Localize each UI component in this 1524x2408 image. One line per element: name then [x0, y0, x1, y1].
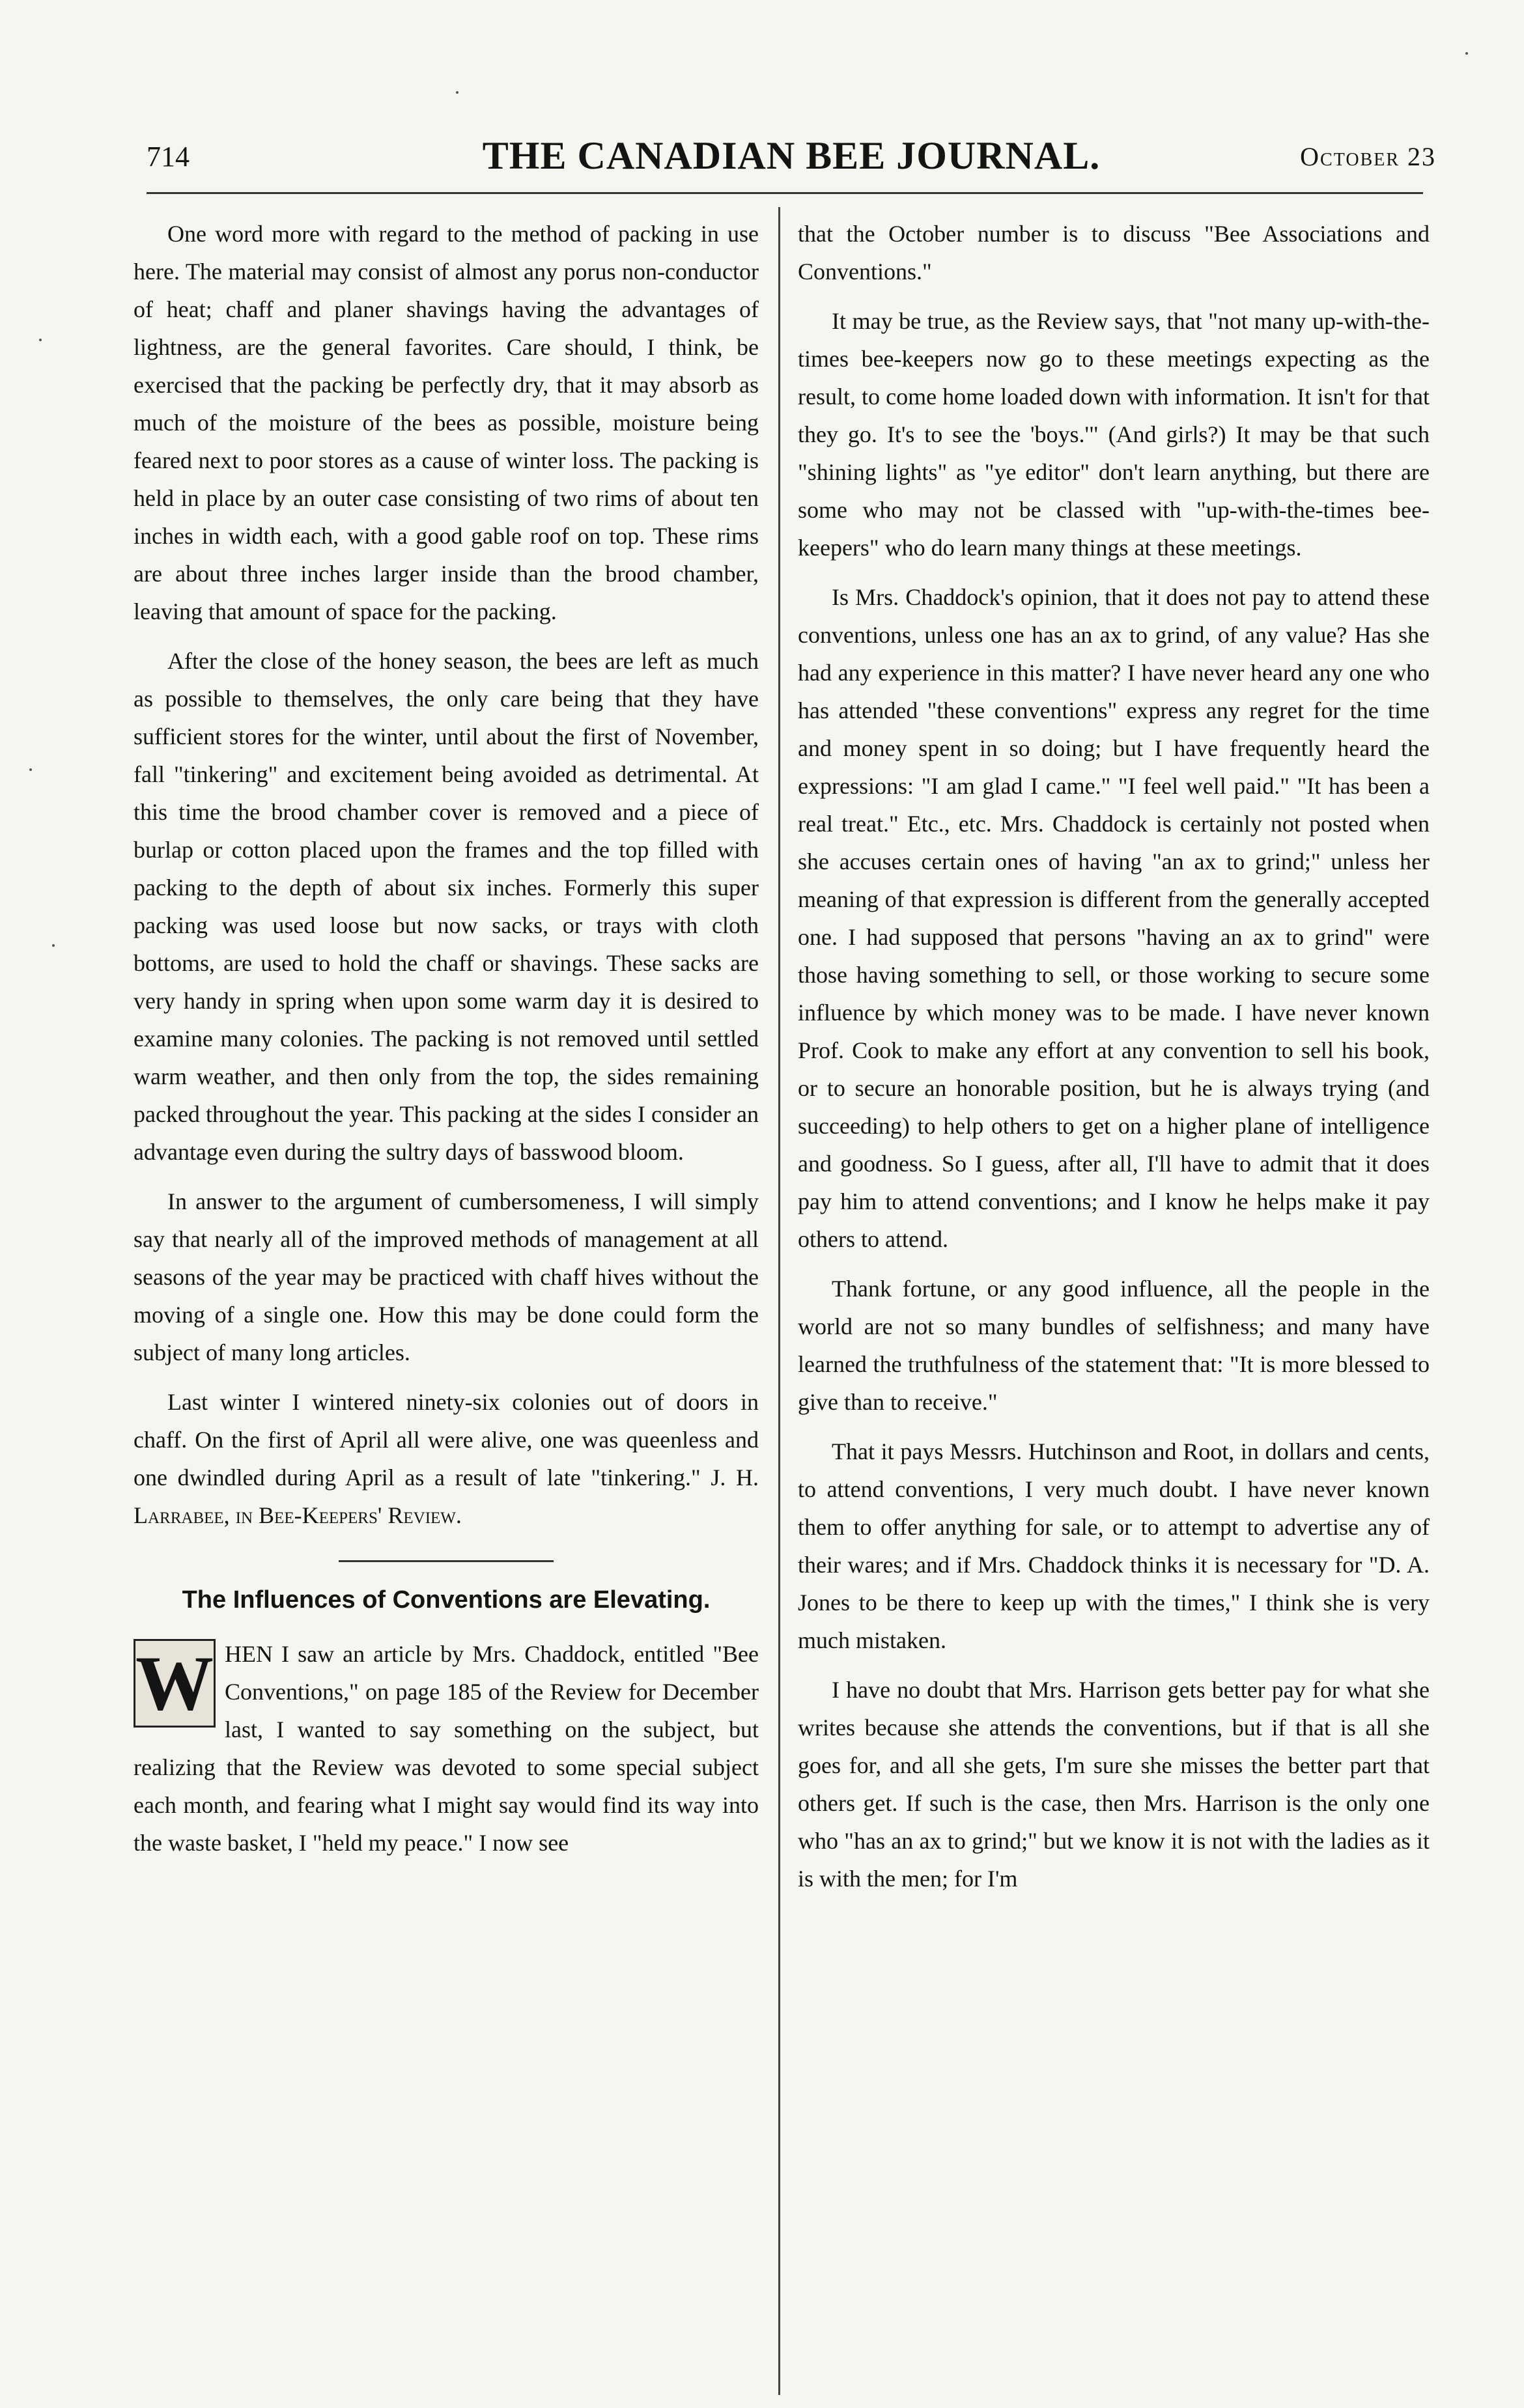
scan-speck — [1465, 52, 1468, 55]
header-rule — [147, 192, 1423, 194]
paragraph — [134, 1383, 759, 1534]
paragraph: After the close of the honey season, the bees are left as much as possible to themselves, the only care being that they have sufficient stores for the winter, until about the first of November, fall "tinkering" and excitement being avoided as detrimental. At this time the brood chamber cover is removed and a piece of burlap or cotton placed upon the frames and the top filled with packing to the depth of about six inches. Formerly this super packing was used loose but now sacks, or trays with cloth bottoms, are used to hold the chaff or shavings. These sacks are very handy in spring when upon some warm day it is desired to examine many colonies. The packing is not removed until settled warm weather, and then only from the top, the sides remaining packed throughout the year. This packing at the sides I consider an advantage even during the sultry days of basswood bloom. — [134, 648, 759, 1165]
paragraph: Thank fortune, or any good influence, all the people in the world are not so many bundles of selfishness; and many have learned the truthfulness of the statement that: "It is more blessed to give than to receive." — [798, 1276, 1430, 1415]
article-body — [134, 1635, 759, 1862]
paragraph: That it pays Messrs. Hutchinson and Root, in dollars and cents, to attend conventions, I very much doubt. I have never known them to offer anything for sale, or to attempt to advertise any of their wares; and if Mrs. Chaddock thinks it is necessary for "D. A. Jones to be there to keep up with the times," I think she is very much mistaken. — [798, 1438, 1430, 1653]
signature: J. H. Larrabee, in Bee-Keepers' Review. — [134, 1464, 759, 1528]
article-opening: HEN I saw an article by Mrs. Chaddock, entitled "Bee Conventions," on page 185 of the Review for December last, I wanted to say something on the subject, but realizing that the Review was devoted to some special subject each month, and fearing what I might say would find its way into the waste basket, I "held my peace." I now see — [134, 1641, 759, 1856]
left-column — [134, 215, 759, 1873]
scan-speck — [456, 91, 459, 94]
column-divider — [778, 207, 780, 2395]
journal-title: THE CANADIAN BEE JOURNAL. — [482, 134, 1101, 177]
drop-cap: W — [134, 1639, 216, 1728]
page-number: 714 — [147, 141, 190, 173]
section-divider — [339, 1560, 554, 1562]
scan-speck — [52, 944, 55, 947]
right-column — [798, 215, 1430, 1909]
paragraph: In answer to the argument of cumbersomeness, I will simply say that nearly all of the improved methods of management at all seasons of the year may be practiced with chaff hives without the moving of a single one. How this may be done could form the subject of many long articles. — [134, 1188, 759, 1365]
scan-speck — [39, 339, 42, 341]
scan-speck — [29, 768, 32, 771]
section-heading: The Influences of Conventions are Elevating. — [182, 1586, 711, 1614]
issue-date: October 23 — [1300, 142, 1436, 171]
paragraph: One word more with regard to the method of packing in use here. The material may consist of almost any porus non-conductor of heat; chaff and planer shavings having the advantages of lightness, are the general favorites. Care should, I think, be exercised that the packing be perfectly dry, that it may absorb as much of the moisture of the bees as possible, moisture being feared next to poor stores as a cause of winter loss. The packing is held in place by an outer case consisting of two rims of about ten inches in width each, with a good gable roof on top. These rims are about three inches larger inside than the brood chamber, leaving that amount of space for the packing. — [134, 221, 759, 624]
paragraph: that the October number is to discuss "Bee Associations and Conventions." — [798, 221, 1430, 285]
paragraph: It may be true, as the Review says, that "not many up-with-the-times bee-keepers now go to these meetings expecting as the result, to come home loaded down with information. It isn't for that they go. It's to see the 'boys.'" (And girls?) It may be that such "shining lights" as "ye editor" don't learn anything, but there are some who may not be classed with "up-with-the-times bee-keepers" who do learn many things at these meetings. — [798, 308, 1430, 561]
page-header — [147, 133, 1436, 186]
paragraph: I have no doubt that Mrs. Harrison gets better pay for what she writes because she attends the conventions, but if that is all she goes for, and all she gets, I'm sure she misses the better part that others get. If such is the case, then Mrs. Harrison is the only one who "has an ax to grind;" but we know it is not with the ladies as it is with the men; for I'm — [798, 1677, 1430, 1892]
paragraph: Is Mrs. Chaddock's opinion, that it does not pay to attend these conventions, unless one has an ax to grind, of any value? Has she had any experience in this matter? I have never heard any one who has attended "these conventions" express any regret for the time and money spent in so doing; but I have frequently heard the expressions: "I am glad I came." "I feel well paid." "It has been a real treat." Etc., etc. Mrs. Chaddock is certainly not posted when she accuses certain ones of having "an ax to grind;" unless her meaning of that expression is different from the generally accepted one. I had supposed that persons "having an ax to grind" were those having something to sell, or those working to secure some influence by which money was to be made. I have never known Prof. Cook to make any effort at any convention to sell his book, or to secure an honorable position, but he is always trying (and succeeding) to help others to get on a higher plane of intelligence and goodness. So I guess, after all, I'll have to admit that it does pay him to attend conventions; and I know he helps make it pay others to attend. — [798, 584, 1430, 1252]
closing-paragraph: Last winter I wintered ninety-six colonies out of doors in chaff. On the first of April all were alive, one was queenless and one dwindled during April as a result of late "tinkering." — [134, 1389, 759, 1491]
